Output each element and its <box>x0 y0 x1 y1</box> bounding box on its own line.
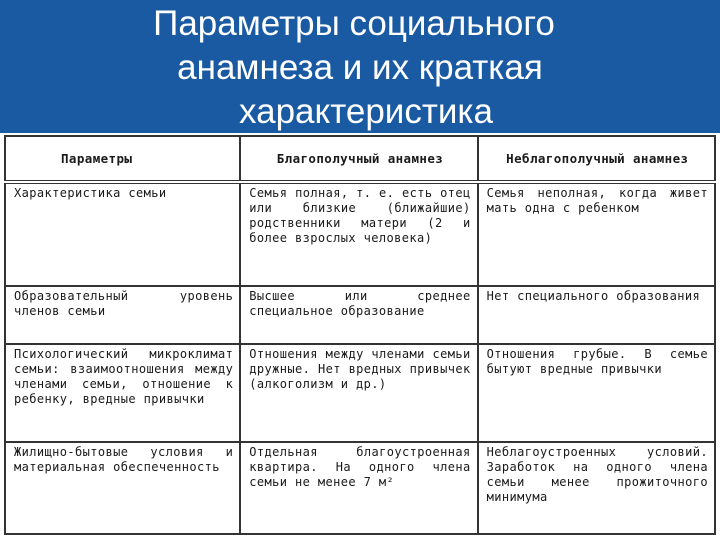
title-line-3: характеристика <box>239 92 493 131</box>
table-sheet <box>0 133 720 540</box>
slide-title <box>0 0 720 135</box>
table-row <box>5 286 715 344</box>
row-good: Высшее или среднее специальное образование <box>240 286 477 344</box>
title-line-2: анамнеза и их краткая <box>177 48 543 87</box>
row-good: Семья полная, т. е. есть отец или близкие (ближайшие) родственники матери (2 и более взрослых человека) <box>240 182 477 286</box>
table-row <box>5 442 715 534</box>
row-parameter: Образовательный уровень членов семьи <box>5 286 240 344</box>
row-bad: Неблагоустроенных условий. Заработок на одного члена семьи менее прожиточного минимума <box>478 442 715 534</box>
row-parameter: Психологический микроклимат семьи: взаимоотношения между членами семьи, отношение к ребенку, вредные привычки <box>5 344 240 442</box>
title-line-1: Параметры социального <box>153 4 555 43</box>
row-bad: Нет специального образования <box>478 286 715 344</box>
table-header-row <box>5 136 715 182</box>
header-parameters: Параметры <box>5 136 240 182</box>
header-bad-anamnesis: Неблагополучный анамнез <box>478 136 715 182</box>
row-bad: Семья неполная, когда живет мать одна с ребенком <box>478 182 715 286</box>
row-good: Отдельная благоустроенная квартира. На одного члена семьи не менее 7 м² <box>240 442 477 534</box>
row-parameter: Характеристика семьи <box>5 182 240 286</box>
table-row <box>5 344 715 442</box>
table-row <box>5 182 715 286</box>
anamnesis-table <box>4 135 716 535</box>
row-parameter: Жилищно-бытовые условия и материальная обеспеченность <box>5 442 240 534</box>
row-good: Отношения между членами семьи дружные. Нет вредных привычек (алкоголизм и др.) <box>240 344 477 442</box>
header-good-anamnesis: Благополучный анамнез <box>240 136 477 182</box>
row-bad: Отношения грубые. В семье бытуют вредные привычки <box>478 344 715 442</box>
